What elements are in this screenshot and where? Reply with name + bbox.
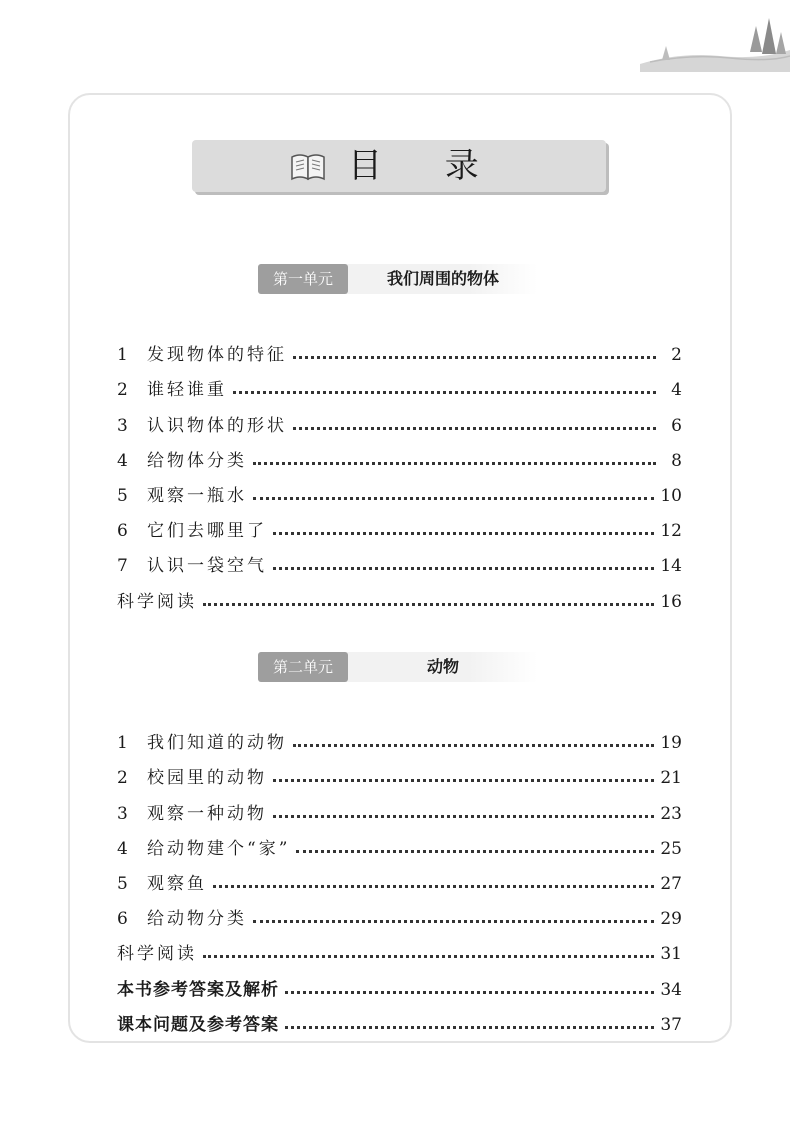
entry-page: 10 [660,485,682,506]
toc-entry[interactable] [117,788,682,823]
entry-number: 2 [117,768,128,789]
entry-page: 29 [660,909,682,930]
entry-title: 发现物体的特征 [147,345,287,366]
dot-leader [253,462,656,465]
toc-entry[interactable] [117,859,682,894]
toc-entry-answers[interactable] [117,964,682,999]
entry-page: 4 [671,380,682,401]
entry-number: 4 [117,838,128,859]
open-book-icon [290,151,326,181]
entry-number: 5 [117,873,128,894]
dot-leader [273,567,654,570]
toc-entry[interactable] [117,753,682,788]
entry-title: 校园里的动物 [147,768,267,789]
dot-leader [273,815,654,818]
entry-title: 观察一瓶水 [147,485,247,506]
entry-number: 1 [117,733,128,754]
dot-leader [293,427,656,430]
page-title: 目 录 [348,146,505,186]
entry-title: 认识一袋空气 [147,556,267,577]
entry-title: 观察一种动物 [147,803,267,824]
entry-number: 5 [117,485,128,506]
unit-name: 动物 [426,657,459,676]
unit-name: 我们周围的物体 [386,269,499,288]
entry-title: 科学阅读 [117,591,197,612]
dot-leader [273,532,654,535]
toc-entry[interactable] [117,506,682,541]
dot-leader [285,991,654,994]
dot-leader [233,391,656,394]
landscape-decoration [640,12,790,72]
toc-entry[interactable] [117,718,682,753]
entry-page: 8 [671,450,682,471]
toc-entry[interactable] [117,400,682,435]
entry-page: 37 [660,1014,682,1035]
toc-entry[interactable] [117,541,682,576]
entry-number: 2 [117,380,128,401]
title-banner [192,140,606,192]
unit-header [258,264,538,294]
unit-header [258,652,538,682]
entry-title: 科学阅读 [117,944,197,965]
toc-entry[interactable] [117,576,682,611]
entry-number: 6 [117,909,128,930]
entry-page: 21 [660,768,682,789]
entry-page: 6 [671,415,682,436]
entry-page: 34 [660,979,682,1000]
dot-leader [273,779,654,782]
entry-number: 6 [117,521,128,542]
toc-entry-textbook-answers[interactable] [117,1000,682,1035]
toc-entry[interactable] [117,330,682,365]
toc-entry[interactable] [117,894,682,929]
dot-leader [285,1026,654,1029]
entry-title: 给动物分类 [147,909,247,930]
dot-leader [213,885,654,888]
entry-title: 它们去哪里了 [147,521,267,542]
toc-entry[interactable] [117,929,682,964]
entry-number: 7 [117,556,128,577]
entry-page: 16 [660,591,682,612]
unit-tag: 第一单元 [258,264,348,294]
dot-leader [293,744,654,747]
toc-entry[interactable] [117,365,682,400]
entry-title: 认识物体的形状 [147,415,287,436]
toc-list-unit-1 [117,330,682,612]
entry-title: 谁轻谁重 [147,380,227,401]
entry-title: 观察鱼 [147,873,207,894]
unit-tag: 第二单元 [258,652,348,682]
entry-title: 课本问题及参考答案 [117,1014,279,1035]
toc-entry[interactable] [117,471,682,506]
entry-page: 2 [671,345,682,366]
dot-leader [293,356,656,359]
entry-number: 1 [117,345,128,366]
entry-page: 31 [660,944,682,965]
entry-number: 3 [117,803,128,824]
entry-page: 14 [660,556,682,577]
entry-number: 3 [117,415,128,436]
entry-title: 本书参考答案及解析 [117,979,279,1000]
entry-page: 23 [660,803,682,824]
entry-title: 我们知道的动物 [147,733,287,754]
dot-leader [203,955,654,958]
toc-entry[interactable] [117,824,682,859]
entry-page: 25 [660,838,682,859]
entry-page: 19 [660,733,682,754]
toc-list-unit-2 [117,718,682,1035]
entry-title: 给物体分类 [147,450,247,471]
dot-leader [253,497,654,500]
entry-title: 给动物建个“家” [147,838,291,859]
dot-leader [203,603,654,606]
toc-entry[interactable] [117,436,682,471]
entry-number: 4 [117,450,128,471]
entry-page: 27 [660,873,682,894]
dot-leader [296,850,654,853]
entry-page: 12 [660,521,682,542]
dot-leader [253,920,654,923]
